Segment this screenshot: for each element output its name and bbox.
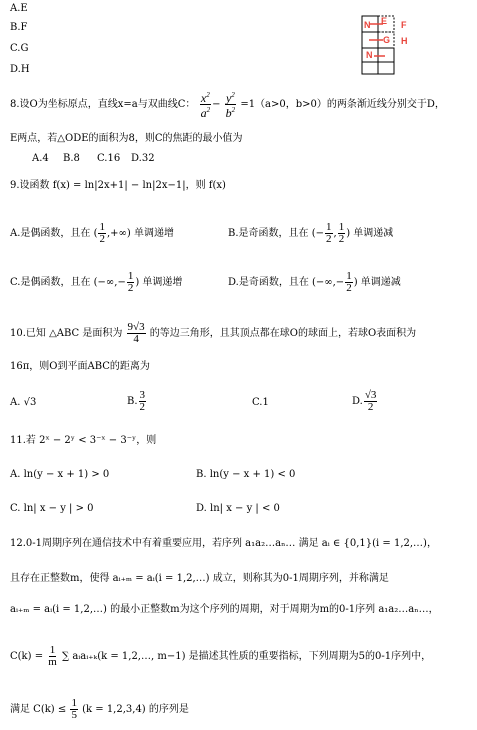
q8-line1-pre: 8.设O为坐标原点，直线x=a与双曲线C： (10, 99, 196, 110)
figure-diagram (345, 10, 415, 76)
q8-line1-post: =1（a>0，b>0）的两条渐近线分别交于D， (240, 99, 445, 110)
q11-option-c: C. ln| x − y | > 0 (10, 503, 94, 514)
q9-option-b: B.是奇函数，且在 (− $\frac{1}{2}$ , $\frac{1}{2}$ ) 单调递减 (228, 221, 394, 245)
b-var: b (225, 106, 232, 120)
d-fraction (364, 390, 378, 413)
q11-option-d: D. ln| x − y | < 0 (196, 503, 280, 514)
q11-option-b: B. ln(y − x + 1) < 0 (196, 469, 296, 480)
frac-den: 2 (338, 233, 345, 245)
q10-line1 (10, 322, 416, 345)
label-n-bottom: N (366, 50, 373, 60)
frac-num: 1 (127, 270, 134, 282)
q9-a-post: ,+∞) 单调递增 (106, 228, 174, 239)
frac-num: 1 (99, 221, 105, 233)
frac-den: 2 (326, 233, 332, 245)
q9-option-a (10, 222, 174, 245)
q7-option-d: D.H (10, 64, 30, 75)
frac-num: 3 (139, 389, 146, 401)
q12-line4-post: 是描述其性质的重要指标，下列周期为5的0-1序列中， (188, 651, 432, 662)
q8-option-d: D.32 (131, 153, 155, 164)
q11-stem: 11.若 2ˣ − 2ʸ < 3⁻ˣ − 3⁻ʸ，则 (10, 435, 157, 446)
q8-option-c: C.16 (97, 153, 121, 164)
q7-option-c: C.G (10, 43, 29, 54)
frac-num: 1 (346, 270, 352, 282)
frac-num: 1 (326, 221, 332, 233)
q12-line5-post: (k = 1,2,3,4) 的序列是 (82, 704, 189, 715)
q10-option-d (352, 390, 378, 413)
q9-c-post: ) 单调递增 (135, 277, 183, 288)
q9-a-pre: A.是偶函数，且在 ( (10, 228, 98, 239)
one-over-m-fraction (47, 645, 58, 668)
q12-line5 (10, 698, 189, 721)
q10-option-a: A. √3 (10, 397, 37, 408)
frac-num: 1 (49, 644, 56, 656)
q8-option-a: A.4 (32, 153, 49, 164)
q9-option-c (10, 271, 182, 294)
area-fraction (127, 322, 146, 345)
frac-num: 1 (71, 697, 77, 709)
frac-den: 2 (367, 401, 374, 413)
q8-line2: E两点，若△ODE的面积为8，则C的焦距的最小值为 (10, 133, 243, 144)
q10-option-c: C.1 (252, 397, 269, 408)
a-var: a (200, 106, 207, 120)
q10-line1-post: 的等边三角形，且其顶点都在球O的球面上，若球O表面积为 (149, 328, 417, 339)
frac-num: 9√3 (127, 321, 145, 333)
b-fraction (139, 390, 147, 413)
q12-line1: 12.0-1周期序列在通信技术中有着重要应用，若序列 a₁a₂…aₙ… 满足 aᵢ ∈ {0,1}(i = 1,2,…)， (10, 538, 437, 549)
frac-den: m (48, 656, 57, 668)
q10-b-pre: B. (127, 396, 138, 407)
q7-figure (345, 10, 415, 76)
hyperbola-y-term: $\frac{y^2}{b^2}$ (225, 91, 236, 120)
q9-c-pre: C.是偶函数，且在 (−∞,− (10, 277, 126, 288)
label-e: E (381, 16, 388, 26)
q9-option-d (228, 271, 401, 294)
q8-option-b: B.8 (63, 153, 80, 164)
y-var: y (225, 91, 232, 105)
q10-line2: 16π，则O到平面ABC的距离为 (10, 361, 150, 372)
q9-stem: 9.设函数 f(x) = ln|2x+1| − ln|2x−1|，则 f(x) (10, 180, 226, 191)
label-g: G (383, 35, 391, 45)
q10-option-b (127, 390, 147, 413)
q9-b-post: ) 单调递减 (346, 228, 394, 239)
label-h: H (401, 36, 408, 46)
frac-den: 2 (99, 233, 105, 245)
frac-num: √3 (364, 389, 377, 401)
q11-option-a: A. ln(y − x + 1) > 0 (10, 469, 110, 480)
label-n-top: N (364, 20, 371, 30)
q10-line1-pre: 10.已知 △ABC 是面积为 (10, 328, 123, 339)
q12-line3: aᵢ₊ₘ = aᵢ(i = 1,2,…) 的最小正整数m为这个序列的周期，对于周期为m的0-1序列 a₁a₂…aₙ…， (10, 604, 439, 615)
q8-line1: 8.设O为坐标原点，直线x=a与双曲线C： $\frac{x^2}{a^2}$ − $\frac{y^2}{b^2}$ =1（a>0，b>0）的两条渐近线分别交于D， (10, 91, 445, 120)
q7-option-b: B.F (10, 22, 28, 33)
frac-den: 2 (139, 401, 146, 413)
q12-line4 (10, 645, 431, 668)
q7-option-a: A.E (10, 3, 28, 14)
q9-d-pre: D.是奇函数，且在 (−∞,− (228, 277, 345, 288)
q12-line5-pre: 满足 C(k) ≤ (10, 704, 67, 715)
half-fraction (345, 271, 353, 294)
frac-den: 2 (127, 282, 134, 294)
one-fifth-fraction (70, 698, 78, 721)
half-fraction (338, 222, 346, 245)
q12-line2: 且存在正整数m，使得 aᵢ₊ₘ = aᵢ(i = 1,2,…) 成立，则称其为0-1周期序列，并称满足 (10, 573, 389, 584)
q12-line4-pre: C(k) = (10, 651, 44, 662)
half-fraction (98, 222, 106, 245)
frac-den: 2 (346, 282, 352, 294)
frac-num: 1 (338, 221, 345, 233)
frac-den: 5 (71, 709, 77, 721)
half-fraction (127, 271, 135, 294)
q9-d-post: ) 单调递减 (353, 277, 401, 288)
x-var: x (200, 91, 207, 105)
hyperbola-x-term: $\frac{x^2}{a^2}$ (200, 91, 211, 120)
q10-d-pre: D. (352, 396, 363, 407)
frac-den: 4 (133, 333, 139, 345)
q9-b-pre: B.是奇函数，且在 (− (228, 228, 324, 239)
q12-line4-mid: ∑ aᵢaᵢ₊ₖ(k = 1,2,…, m−1) (62, 651, 186, 662)
label-f: F (401, 20, 407, 30)
half-fraction (325, 222, 333, 245)
